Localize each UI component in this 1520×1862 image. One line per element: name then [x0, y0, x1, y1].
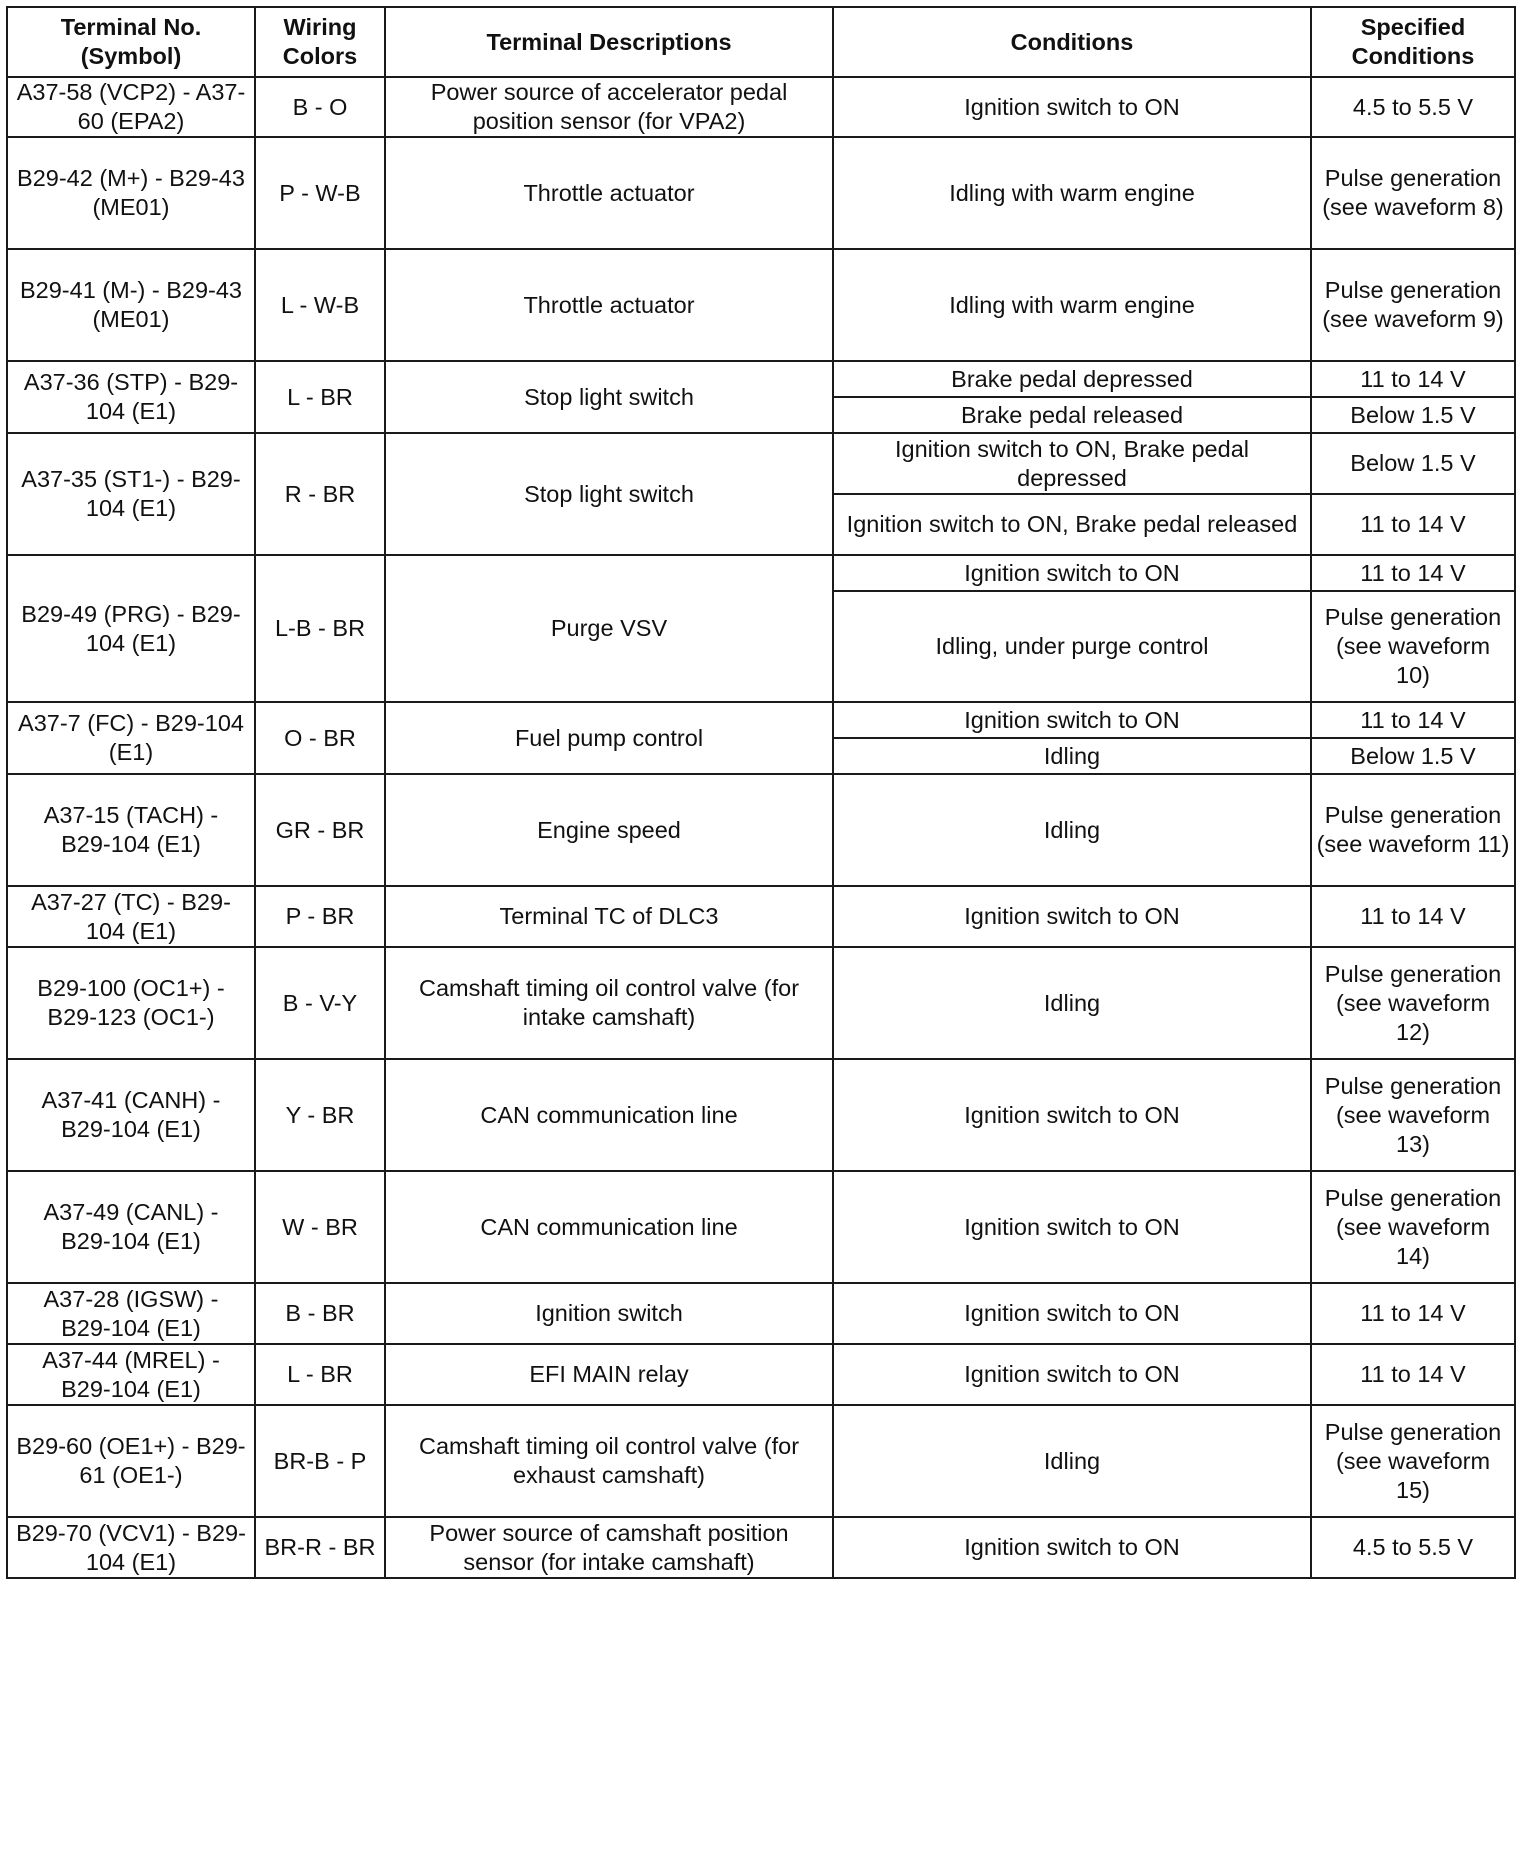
wiring-color-cell: BR-B - P — [255, 1405, 385, 1517]
specified-condition-cell: 11 to 14 V — [1311, 702, 1515, 738]
table-row — [7, 1283, 1515, 1344]
table-header — [7, 7, 1515, 77]
condition-cell: Ignition switch to ON — [833, 1517, 1311, 1578]
condition-cell: Idling — [833, 738, 1311, 774]
header-conditions: Conditions — [833, 7, 1311, 77]
table-row — [7, 555, 1515, 591]
table-row — [7, 774, 1515, 886]
specified-condition-cell: Pulse generation (see waveform 10) — [1311, 591, 1515, 702]
description-cell: Purge VSV — [385, 555, 833, 702]
specified-condition-cell: 11 to 14 V — [1311, 1283, 1515, 1344]
description-cell: Power source of accelerator pedal position sensor (for VPA2) — [385, 77, 833, 137]
table-row — [7, 137, 1515, 249]
description-cell: Engine speed — [385, 774, 833, 886]
wiring-color-cell: B - O — [255, 77, 385, 137]
wiring-color-cell: Y - BR — [255, 1059, 385, 1171]
wiring-color-cell: B - BR — [255, 1283, 385, 1344]
condition-cell: Ignition switch to ON — [833, 1059, 1311, 1171]
condition-cell: Idling with warm engine — [833, 137, 1311, 249]
wiring-color-cell: L - BR — [255, 361, 385, 433]
specified-condition-cell: Pulse generation (see waveform 8) — [1311, 137, 1515, 249]
wiring-color-cell: O - BR — [255, 702, 385, 774]
condition-cell: Ignition switch to ON — [833, 1344, 1311, 1405]
table-row — [7, 1059, 1515, 1171]
header-specified: Specified Conditions — [1311, 7, 1515, 77]
terminal-cell: A37-28 (IGSW) - B29-104 (E1) — [7, 1283, 255, 1344]
specified-condition-cell: 11 to 14 V — [1311, 361, 1515, 397]
terminal-cell: A37-49 (CANL) - B29-104 (E1) — [7, 1171, 255, 1283]
specified-condition-cell: Pulse generation (see waveform 9) — [1311, 249, 1515, 361]
terminal-cell: A37-7 (FC) - B29-104 (E1) — [7, 702, 255, 774]
terminal-cell: A37-35 (ST1-) - B29-104 (E1) — [7, 433, 255, 555]
table-row — [7, 1517, 1515, 1578]
condition-cell: Brake pedal depressed — [833, 361, 1311, 397]
table-row — [7, 1171, 1515, 1283]
description-cell: CAN communication line — [385, 1171, 833, 1283]
terminal-cell: A37-15 (TACH) - B29-104 (E1) — [7, 774, 255, 886]
terminal-cell: A37-27 (TC) - B29-104 (E1) — [7, 886, 255, 947]
terminal-cell: B29-49 (PRG) - B29-104 (E1) — [7, 555, 255, 702]
condition-cell: Ignition switch to ON — [833, 702, 1311, 738]
terminal-cell: B29-60 (OE1+) - B29-61 (OE1-) — [7, 1405, 255, 1517]
description-cell: Power source of camshaft position sensor (for intake camshaft) — [385, 1517, 833, 1578]
wiring-color-cell: BR-R - BR — [255, 1517, 385, 1578]
specified-condition-cell: Pulse generation (see waveform 15) — [1311, 1405, 1515, 1517]
wiring-color-cell: GR - BR — [255, 774, 385, 886]
terminal-cell: A37-58 (VCP2) - A37-60 (EPA2) — [7, 77, 255, 137]
description-cell: Camshaft timing oil control valve (for exhaust camshaft) — [385, 1405, 833, 1517]
condition-cell: Ignition switch to ON — [833, 1171, 1311, 1283]
specified-condition-cell: Pulse generation (see waveform 13) — [1311, 1059, 1515, 1171]
wiring-color-cell: B - V-Y — [255, 947, 385, 1059]
wiring-color-cell: P - BR — [255, 886, 385, 947]
table-row — [7, 249, 1515, 361]
table-row — [7, 886, 1515, 947]
condition-cell: Idling, under purge control — [833, 591, 1311, 702]
condition-cell: Ignition switch to ON — [833, 1283, 1311, 1344]
header-description: Terminal Descriptions — [385, 7, 833, 77]
wiring-color-cell: L - BR — [255, 1344, 385, 1405]
specified-condition-cell: 11 to 14 V — [1311, 555, 1515, 591]
wiring-color-cell: W - BR — [255, 1171, 385, 1283]
condition-cell: Ignition switch to ON — [833, 886, 1311, 947]
specified-condition-cell: 11 to 14 V — [1311, 1344, 1515, 1405]
condition-cell: Idling — [833, 1405, 1311, 1517]
description-cell: Stop light switch — [385, 361, 833, 433]
terminal-cell: B29-100 (OC1+) - B29-123 (OC1-) — [7, 947, 255, 1059]
wiring-color-cell: L - W-B — [255, 249, 385, 361]
description-cell: Throttle actuator — [385, 137, 833, 249]
condition-cell: Idling with warm engine — [833, 249, 1311, 361]
specified-condition-cell: Below 1.5 V — [1311, 433, 1515, 494]
wiring-color-cell: R - BR — [255, 433, 385, 555]
table-body — [7, 77, 1515, 1578]
condition-cell: Ignition switch to ON — [833, 555, 1311, 591]
specified-condition-cell: 4.5 to 5.5 V — [1311, 1517, 1515, 1578]
description-cell: Camshaft timing oil control valve (for intake camshaft) — [385, 947, 833, 1059]
condition-cell: Ignition switch to ON — [833, 77, 1311, 137]
condition-cell: Ignition switch to ON, Brake pedal depressed — [833, 433, 1311, 494]
condition-cell: Ignition switch to ON, Brake pedal released — [833, 494, 1311, 555]
table-row — [7, 702, 1515, 738]
specified-condition-cell: Pulse generation (see waveform 12) — [1311, 947, 1515, 1059]
table-row — [7, 1405, 1515, 1517]
specified-condition-cell: 11 to 14 V — [1311, 886, 1515, 947]
condition-cell: Idling — [833, 774, 1311, 886]
terminal-cell: A37-44 (MREL) - B29-104 (E1) — [7, 1344, 255, 1405]
description-cell: CAN communication line — [385, 1059, 833, 1171]
terminal-cell: B29-70 (VCV1) - B29-104 (E1) — [7, 1517, 255, 1578]
description-cell: Throttle actuator — [385, 249, 833, 361]
specified-condition-cell: Below 1.5 V — [1311, 738, 1515, 774]
ecm-terminal-table — [6, 6, 1516, 1579]
description-cell: Ignition switch — [385, 1283, 833, 1344]
table-row — [7, 1344, 1515, 1405]
condition-cell: Brake pedal released — [833, 397, 1311, 433]
description-cell: EFI MAIN relay — [385, 1344, 833, 1405]
table-row — [7, 947, 1515, 1059]
header-row — [7, 7, 1515, 77]
wiring-color-cell: P - W-B — [255, 137, 385, 249]
specified-condition-cell: 4.5 to 5.5 V — [1311, 77, 1515, 137]
wiring-color-cell: L-B - BR — [255, 555, 385, 702]
header-wiring: Wiring Colors — [255, 7, 385, 77]
table-row — [7, 361, 1515, 397]
description-cell: Terminal TC of DLC3 — [385, 886, 833, 947]
table-row — [7, 77, 1515, 137]
specified-condition-cell: Below 1.5 V — [1311, 397, 1515, 433]
description-cell: Stop light switch — [385, 433, 833, 555]
header-terminal: Terminal No. (Symbol) — [7, 7, 255, 77]
terminal-table-container — [6, 6, 1514, 1579]
condition-cell: Idling — [833, 947, 1311, 1059]
description-cell: Fuel pump control — [385, 702, 833, 774]
specified-condition-cell: Pulse generation (see waveform 11) — [1311, 774, 1515, 886]
specified-condition-cell: 11 to 14 V — [1311, 494, 1515, 555]
table-row — [7, 433, 1515, 494]
terminal-cell: B29-42 (M+) - B29-43 (ME01) — [7, 137, 255, 249]
specified-condition-cell: Pulse generation (see waveform 14) — [1311, 1171, 1515, 1283]
terminal-cell: B29-41 (M-) - B29-43 (ME01) — [7, 249, 255, 361]
terminal-cell: A37-41 (CANH) - B29-104 (E1) — [7, 1059, 255, 1171]
terminal-cell: A37-36 (STP) - B29-104 (E1) — [7, 361, 255, 433]
